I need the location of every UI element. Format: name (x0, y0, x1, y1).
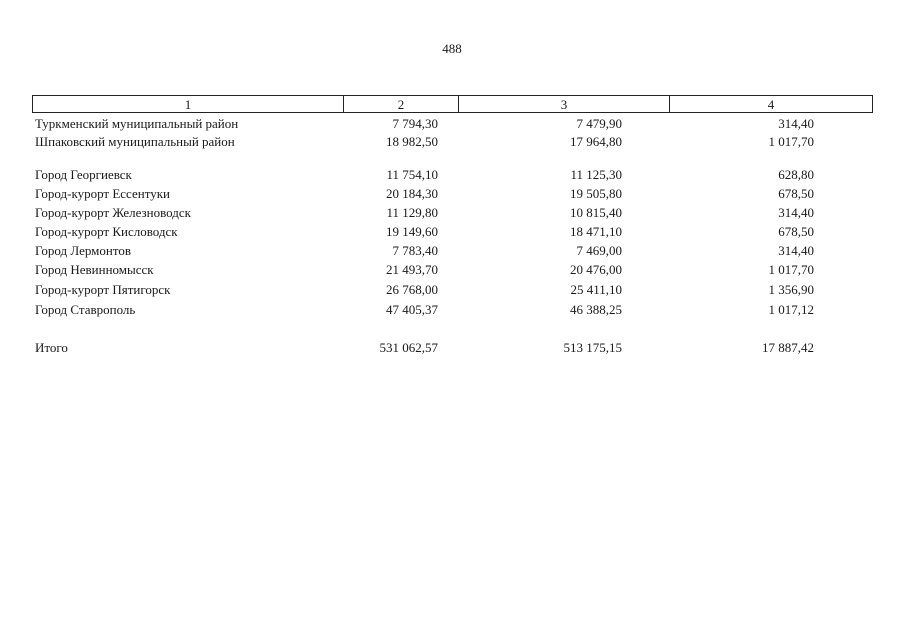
cell-col-3: 11 125,30 (570, 167, 622, 182)
table-row (0, 115, 905, 133)
cell-col-3: 19 505,80 (570, 186, 622, 201)
table-row (0, 261, 905, 279)
table-row (0, 204, 905, 222)
cell-col-2: 11 129,80 (386, 205, 438, 220)
table-row (0, 185, 905, 203)
cell-col-4: 1 017,70 (768, 134, 814, 149)
cell-col-3: 46 388,25 (570, 302, 622, 317)
cell-col-2: 19 149,60 (386, 224, 438, 239)
row-name: Город-курорт Пятигорск (35, 282, 171, 297)
cell-col-2: 7 783,40 (392, 243, 438, 258)
row-name: Город-курорт Железноводск (35, 205, 191, 220)
cell-col-4: 314,40 (778, 243, 814, 258)
table-row (0, 166, 905, 184)
column-header-4: 4 (669, 95, 873, 113)
table-row (0, 242, 905, 260)
cell-col-3: 10 815,40 (570, 205, 622, 220)
cell-col-3: 25 411,10 (570, 282, 622, 297)
table-row (0, 223, 905, 241)
page-number: 488 (442, 41, 462, 56)
cell-col-3: 20 476,00 (570, 262, 622, 277)
cell-col-2: 7 794,30 (392, 116, 438, 131)
table-row (0, 281, 905, 299)
cell-col-4: 17 887,42 (762, 340, 814, 355)
row-name: Город Георгиевск (35, 167, 132, 182)
row-name: Туркменский муниципальный район (35, 116, 239, 131)
row-name: Город Лермонтов (35, 243, 131, 258)
row-name: Город-курорт Кисловодск (35, 224, 178, 239)
cell-col-4: 628,80 (778, 167, 814, 182)
cell-col-2: 11 754,10 (386, 167, 438, 182)
table-row (0, 133, 905, 151)
table-row (0, 301, 905, 319)
total-row (0, 339, 905, 357)
column-header-1: 1 (32, 95, 344, 113)
row-name: Город Ставрополь (35, 302, 136, 317)
cell-col-2: 26 768,00 (386, 282, 438, 297)
row-name: Итого (35, 340, 68, 355)
cell-col-4: 1 017,70 (768, 262, 814, 277)
cell-col-4: 1 356,90 (768, 282, 814, 297)
cell-col-2: 21 493,70 (386, 262, 438, 277)
cell-col-3: 7 469,00 (576, 243, 622, 258)
cell-col-4: 1 017,12 (768, 302, 814, 317)
row-name: Шпаковский муниципальный район (35, 134, 235, 149)
cell-col-2: 20 184,30 (386, 186, 438, 201)
column-header-3: 3 (458, 95, 670, 113)
cell-col-3: 513 175,15 (563, 340, 622, 355)
cell-col-3: 17 964,80 (570, 134, 622, 149)
cell-col-3: 7 479,90 (576, 116, 622, 131)
cell-col-2: 47 405,37 (386, 302, 438, 317)
row-name: Город Невинномысск (35, 262, 154, 277)
cell-col-4: 314,40 (778, 116, 814, 131)
column-header-2: 2 (343, 95, 459, 113)
cell-col-3: 18 471,10 (570, 224, 622, 239)
cell-col-4: 678,50 (778, 186, 814, 201)
cell-col-2: 18 982,50 (386, 134, 438, 149)
row-name: Город-курорт Ессентуки (35, 186, 170, 201)
cell-col-4: 314,40 (778, 205, 814, 220)
cell-col-2: 531 062,57 (379, 340, 438, 355)
cell-col-4: 678,50 (778, 224, 814, 239)
